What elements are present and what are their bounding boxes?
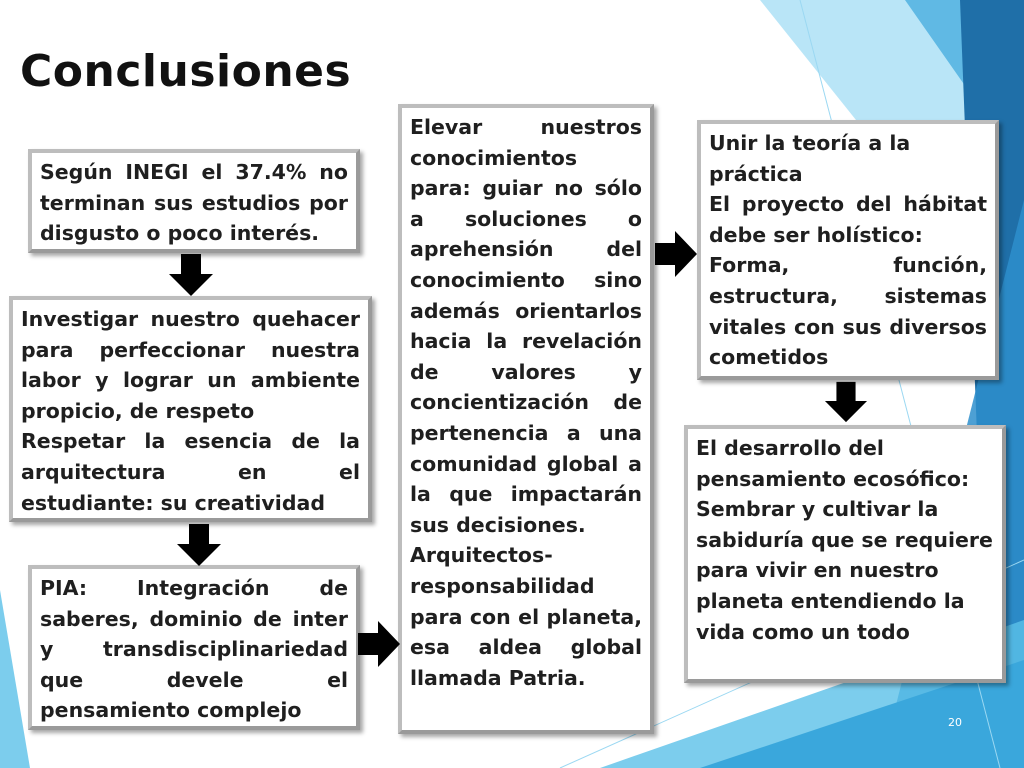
box-desarrollo-text-2: Sembrar y cultivar la sabiduría que se requiere para vivir en nuestro planeta entendiendo la vida como un todo xyxy=(696,497,993,644)
box-pia xyxy=(28,565,360,730)
box-elevar-text-4: para con el planeta, esa aldea global llamada Patria. xyxy=(410,604,642,690)
slide-title: Conclusiones xyxy=(20,46,352,97)
arrow-down-icon xyxy=(176,524,222,566)
box-unir-text-3: Forma, función, estructura, sistemas vitales con sus diversos cometidos xyxy=(709,253,987,370)
box-desarrollo-text-1: El desarrollo del pensamiento ecosófico: xyxy=(696,436,970,491)
box-unir-text-2: El proyecto del hábitat debe ser holístico: xyxy=(709,192,987,247)
box-desarrollo xyxy=(684,425,1006,683)
box-investigar-text-2: Respetar la esencia de la arquitectura en el estudiante: su creatividad xyxy=(21,429,360,515)
arrow-down-icon xyxy=(168,254,214,296)
box-inegi xyxy=(28,149,360,253)
box-elevar-text-3: Arquitectos- responsabilidad xyxy=(410,543,595,598)
arrow-down-icon xyxy=(824,381,868,423)
box-unir-text-1: Unir la teoría a la práctica xyxy=(709,131,911,186)
deco-left xyxy=(0,590,30,768)
arrow-right-icon xyxy=(655,230,697,278)
page-number: 20 xyxy=(948,716,962,729)
box-elevar-text-1: Elevar nuestros conocimientos xyxy=(410,115,642,170)
box-elevar xyxy=(398,104,654,734)
box-inegi-text: Según INEGI el 37.4% no terminan sus estudios por disgusto o poco interés. xyxy=(40,160,348,246)
box-investigar-text-1: Investigar nuestro quehacer para perfeccionar nuestra labor y lograr un ambiente propicio, de respeto xyxy=(21,307,360,423)
box-unir xyxy=(697,120,999,380)
arrow-right-icon xyxy=(358,620,400,668)
box-elevar-text-2: para: guiar no sólo a soluciones o aprehensión del conocimiento sino además orientarlos hacia la revelación de valores y concientización de pertenencia a una comunidad global a la que impactarán sus decisiones. xyxy=(410,176,642,537)
box-pia-text: PIA: Integración de saberes, dominio de inter y transdisciplinariedad que devele el pensamiento complejo xyxy=(40,576,348,723)
box-investigar xyxy=(9,296,372,522)
